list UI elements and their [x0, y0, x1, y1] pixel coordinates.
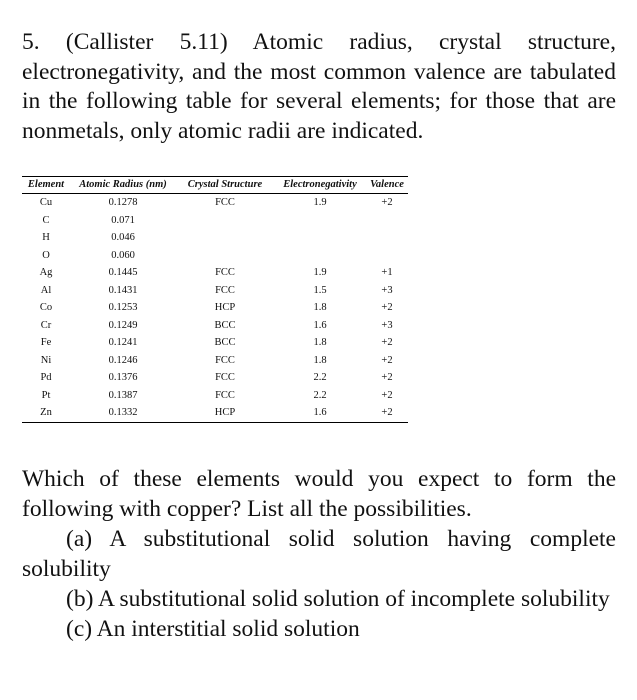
cell-atomic-radius: 0.060	[111, 249, 135, 261]
cell-crystal-structure: FCC	[215, 372, 235, 384]
cell-crystal-structure: FCC	[215, 284, 235, 296]
cell-electronegativity	[274, 229, 366, 247]
header-crystal-structure: Crystal Structure	[176, 177, 274, 194]
cell-element: Co	[39, 302, 53, 314]
cell-electronegativity: 1.6	[274, 404, 366, 422]
cell-atomic-radius: 0.1431	[108, 284, 138, 296]
cell-atomic-radius: 0.1387	[108, 389, 138, 401]
cell-atomic-radius: 0.046	[111, 232, 135, 244]
table-row	[22, 387, 408, 405]
cell-electronegativity: 1.8	[313, 302, 327, 314]
cell-electronegativity: 1.8	[313, 354, 327, 366]
header-element: Element	[22, 177, 70, 194]
cell-electronegativity: 1.8	[313, 337, 327, 349]
cell-atomic-radius: 0.1241	[108, 337, 138, 349]
cell-element: Al	[40, 284, 52, 296]
cell-crystal-structure: HCP	[176, 404, 274, 422]
cell-electronegativity: 1.5	[313, 284, 327, 296]
cell-element: Fe	[40, 337, 52, 349]
table-header-row	[22, 177, 408, 194]
table-row	[22, 212, 408, 230]
header-atomic-radius: Atomic Radius (nm)	[70, 177, 176, 194]
cell-element: Pt	[41, 389, 51, 401]
question-block	[22, 464, 616, 644]
cell-valence: +3	[381, 319, 393, 331]
cell-valence: +1	[381, 267, 393, 279]
cell-atomic-radius: 0.1278	[108, 197, 138, 209]
cell-element: C	[42, 214, 50, 226]
question-part-b: (b) A substitutional solid solution of incomplete solubility	[66, 586, 610, 612]
cell-electronegativity: 1.6	[313, 319, 327, 331]
table-row	[22, 264, 408, 282]
cell-electronegativity: 1.9	[313, 267, 327, 279]
cell-valence: +2	[381, 302, 393, 314]
cell-atomic-radius: 0.1249	[108, 319, 138, 331]
cell-element: Zn	[22, 404, 70, 422]
header-electronegativity: Electronegativity	[274, 177, 366, 194]
cell-electronegativity: 2.2	[313, 372, 327, 384]
cell-crystal-structure	[176, 247, 274, 265]
table-row	[22, 352, 408, 370]
cell-valence	[366, 212, 408, 230]
table-row	[22, 194, 408, 212]
question-intro: Which of these elements would you expect to form the following with copper? List all the possibilities.	[22, 466, 616, 522]
cell-valence: +2	[381, 389, 393, 401]
cell-valence	[366, 247, 408, 265]
cell-element: Ag	[39, 267, 53, 279]
data-table	[22, 176, 408, 423]
header-valence: Valence	[366, 177, 408, 194]
cell-element: Cu	[39, 197, 53, 209]
cell-atomic-radius: 0.1376	[108, 372, 138, 384]
table-row	[22, 247, 408, 265]
cell-valence: +2	[381, 354, 393, 366]
cell-valence	[366, 229, 408, 247]
cell-valence: +3	[381, 284, 393, 296]
cell-atomic-radius: 0.1253	[108, 302, 138, 314]
cell-crystal-structure: FCC	[215, 197, 235, 209]
cell-crystal-structure: BCC	[214, 337, 236, 349]
cell-crystal-structure: HCP	[214, 302, 236, 314]
cell-crystal-structure: FCC	[215, 389, 235, 401]
question-part-c: (c) An interstitial solid solution	[66, 616, 360, 642]
cell-crystal-structure: BCC	[214, 319, 236, 331]
cell-valence: +2	[366, 404, 408, 422]
table-row	[22, 229, 408, 247]
table-row	[22, 317, 408, 335]
cell-electronegativity: 1.9	[313, 197, 327, 209]
cell-crystal-structure: FCC	[215, 354, 235, 366]
cell-electronegativity	[274, 212, 366, 230]
cell-atomic-radius: 0.071	[111, 214, 135, 226]
cell-element: Pd	[40, 372, 52, 384]
problem-statement: 5. (Callister 5.11) Atomic radius, crystal structure, electronegativity, and the most common valence are tabulated in the following table for several elements; for those that are nonmetals, only atomic radii are indicated.	[22, 29, 616, 144]
cell-element: Cr	[40, 319, 52, 331]
element-properties-table	[22, 176, 408, 423]
table-row	[22, 334, 408, 352]
cell-element: Ni	[40, 354, 52, 366]
cell-element: H	[42, 232, 50, 244]
cell-electronegativity	[274, 247, 366, 265]
cell-valence: +2	[381, 337, 393, 349]
cell-element: O	[42, 249, 50, 261]
cell-valence: +2	[381, 372, 393, 384]
cell-atomic-radius: 0.1246	[108, 354, 138, 366]
cell-valence: +2	[381, 197, 393, 209]
cell-crystal-structure	[176, 229, 274, 247]
table-row	[22, 369, 408, 387]
cell-crystal-structure: FCC	[215, 267, 235, 279]
question-part-a: (a) A substitutional solid solution having complete solubility	[22, 526, 616, 582]
cell-atomic-radius: 0.1445	[108, 267, 138, 279]
table-row	[22, 299, 408, 317]
cell-atomic-radius: 0.1332	[70, 404, 176, 422]
table-row	[22, 282, 408, 300]
table-row	[22, 404, 408, 422]
cell-crystal-structure	[176, 212, 274, 230]
cell-electronegativity: 2.2	[313, 389, 327, 401]
